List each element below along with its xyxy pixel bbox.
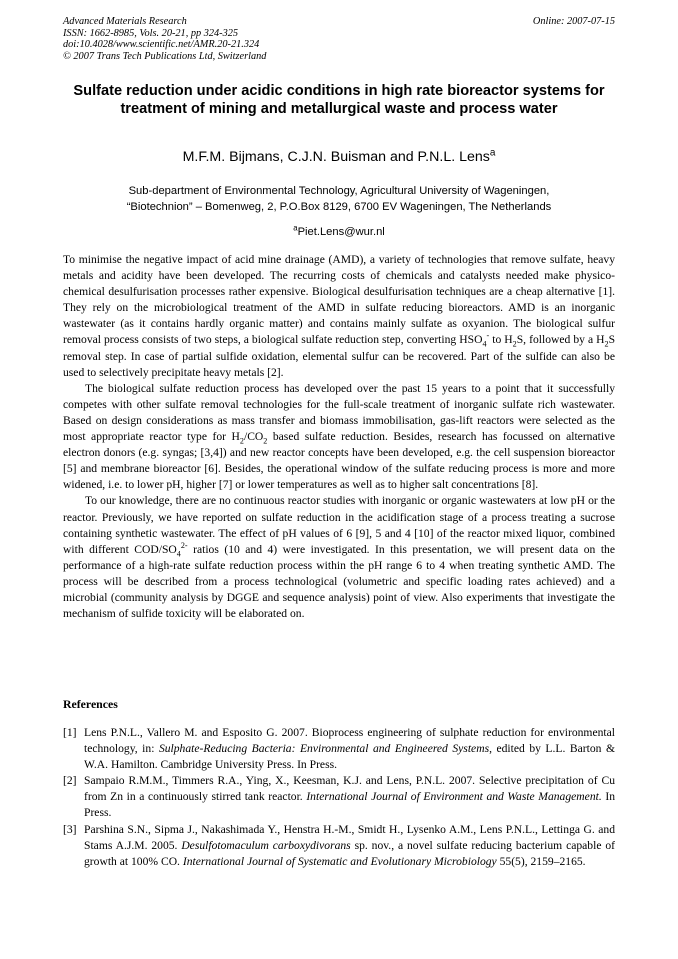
online-date: Online: 2007-07-15: [532, 16, 615, 27]
text-run: Sampaio R.M.M., Timmers R.A., Ying, X., Keesman, K.J. and Lens, P.N.L. 2007. Selective precipitation of Cu from Zn in a continuously stirred tank reactor.: [84, 774, 615, 804]
text-run: based sulfate reduction. Besides, research has focussed on alternative electron donors (e.g. syngas; [3,4]) and new reactor concepts have been developed, e.g. the cell suspension bioreactor [5] and membrane bioreactor [6]. Besides, the operational window of the sulfate reducing process is more and more widened, i.e. to lower pH, higher [7] or lower temperatures as well as to higher salt concentrations [8].: [63, 430, 616, 492]
text-run: To our knowledge, there are no continuous reactor studies with inorganic or organic wastewaters at low pH or the reactor. Previously, we have reported on sulfate reduction in the acidification stage of a process treating a sucrose containing synthetic wastewater. The effect of pH values of 6 [9], 5 and 4 [10] of the reactor mixed liquor, combined with different COD/SO: [63, 494, 615, 556]
references-heading: References: [63, 697, 118, 711]
paper-title: Sulfate reduction under acidic conditions in high rate bioreactor systems for treatment of mining and metallurgical waste and process water: [73, 83, 605, 117]
subscript: 2: [604, 339, 609, 349]
text-run: /CO: [243, 430, 264, 444]
reference-item: [63, 822, 615, 870]
text-run: sp. nov., a novel sulfate reducing bacterium capable of growth at 100% CO.: [84, 838, 616, 868]
text-run: In Press.: [84, 790, 615, 820]
subscript: 2: [239, 436, 244, 446]
author-line: [63, 148, 615, 166]
subscript: 2: [512, 339, 517, 349]
text-run: , edited by L.L. Barton & W.A. Hamilton. Cambridge University Press. In Press.: [84, 742, 615, 772]
body-paragraph-1: [63, 252, 615, 381]
text-run: Parshina S.N., Sipma J., Nakashimada Y., Henstra H.-M., Smidt H., Lysenko A.M., Lens P.N.L., Lettinga G. and Stams A.J.M. 2005.: [84, 822, 615, 852]
italic-run: International Journal of Systematic and Evolutionary Microbiology: [182, 854, 497, 868]
abstract-body: [63, 252, 615, 622]
affiliation-line-2: “Biotechnion” – Bomenweg, 2, P.O.Box 8129, 6700 EV Wageningen, The Netherlands: [126, 201, 552, 213]
italic-run: Desulfotomaculum carboxydivorans: [181, 838, 351, 852]
reference-item: [63, 773, 615, 821]
subscript: 4: [176, 549, 181, 558]
journal-header: [63, 16, 615, 62]
subscript: 2: [263, 436, 268, 446]
text-run: 55(5), 2159–2165.: [496, 854, 586, 868]
corresponding-email: [63, 225, 615, 239]
text-run: to H: [489, 333, 513, 347]
text-run: ratios (10 and 4) were investigated. In this presentation, we will present data on the performance of a high-rate sulfate reduction process within the pH range 6 to 4 when treating synthetic AMD. The process will be described from a process technological (volumetric and specific loading rates achieved) and a microbial (community analysis by DGGE and sequence analysis) point of view. Also experiments that investigate the mechanism of sulfide toxicity will be elaborated on.: [63, 542, 615, 621]
superscript: -: [486, 331, 490, 341]
journal-issn: ISSN: 1662-8985, Vols. 20-21, pp 324-325: [63, 27, 239, 39]
reference-item: [63, 725, 615, 773]
reference-number: [2]: [63, 774, 77, 788]
email-mark: a: [293, 223, 298, 233]
journal-name: Advanced Materials Research: [63, 16, 187, 27]
body-paragraph-3: [63, 493, 615, 622]
journal-doi: doi:10.4028/www.scientific.net/AMR.20-21.324: [63, 39, 260, 50]
email-address: Piet.Lens@wur.nl: [297, 226, 385, 238]
text-run: The biological sulfate reduction process has developed over the past 15 years to a point that it successfully competes with other sulfate removal technologies for the full-scale treatment of inorganic sulfate rich wastewater. Based on design considerations as mass transfer and biomass immobilisation, gas-lift reactors were selected as the most appropriate reactor type for H: [63, 381, 615, 444]
body-paragraph-2: [63, 381, 615, 494]
reference-number: [1]: [63, 726, 77, 739]
author-affiliation-mark: a: [489, 147, 496, 159]
text-run: S, followed by a H: [516, 333, 605, 347]
affiliation: [63, 183, 615, 215]
reference-list: [63, 725, 615, 870]
text-run: S removal step. In case of partial sulfide oxidation, elemental sulfur can be recovered. Part of the sulfide can also be used to selectively precipitate heavy metals [2].: [63, 333, 616, 379]
italic-run: Sulphate-Reducing Bacteria: Environmental and Engineered Systems: [158, 742, 490, 756]
journal-copyright: © 2007 Trans Tech Publications Ltd, Switzerland: [63, 50, 267, 62]
italic-run: International Journal of Environment and Waste Management.: [306, 790, 602, 804]
author-names: M.F.M. Bijmans, C.J.N. Buisman and P.N.L. Lens: [182, 149, 490, 165]
subscript: 4: [482, 339, 487, 349]
reference-number: [3]: [63, 822, 77, 836]
superscript: 2-: [180, 540, 188, 550]
affiliation-line-1: Sub-department of Environmental Technology, Agricultural University of Wageningen,: [128, 185, 550, 197]
text-run: Lens P.N.L., Vallero M. and Esposito G. 2007. Bioprocess engineering of sulphate reduction for environmental technology, in:: [84, 726, 615, 756]
text-run: To minimise the negative impact of acid mine drainage (AMD), a variety of technologies that remove sulfate, heavy metals and acidity have been developed. The recurring costs of chemicals and catalysts needed make physico-chemical desulfurisation processes rather expensive. Biological desulfurisation techniques are a cheap alternative [1]. They rely on the microbiological treatment of the AMD in sulfate reducing bioreactors. AMD is an inorganic wastewater (as it contains hardly organic matter) and contains mainly sulfate as oxyanion. The biological sulfur removal process consists of two steps, a biological sulfate reduction step, converting HSO: [63, 253, 615, 347]
